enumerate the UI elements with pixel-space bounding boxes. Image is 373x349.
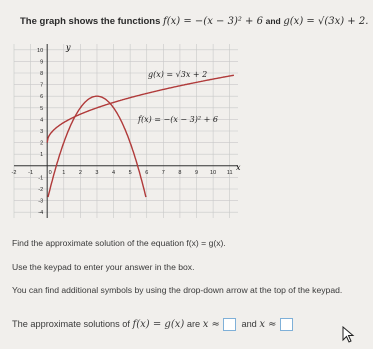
curves (47, 75, 234, 197)
x-tick-label: -1 (28, 169, 34, 176)
y-tick-label: 1 (40, 152, 44, 159)
x-tick-label: 1 (62, 169, 66, 176)
f-curve-label: f(x) = −(x − 3)² + 6 (138, 115, 218, 124)
x-tick-label: 8 (178, 169, 182, 176)
instruction-find: Find the approximate solution of the equation f(x) = g(x). (12, 238, 226, 248)
answer-prefix: The approximate solutions of (12, 318, 130, 329)
y-tick-label: -4 (38, 210, 44, 217)
answer-input-2[interactable] (280, 318, 293, 331)
mouse-cursor-icon (342, 326, 356, 344)
x-tick-label: 3 (95, 169, 99, 176)
intro-and: and (265, 16, 281, 26)
x-tick-label: 10 (210, 169, 217, 176)
x-tick-label: 6 (145, 169, 149, 176)
y-tick-label: -2 (38, 187, 44, 193)
x-tick-label: 4 (112, 169, 116, 176)
answer-input-1[interactable] (223, 318, 236, 331)
y-tick-label: 4 (40, 117, 44, 124)
x-tick-label: 9 (194, 169, 199, 176)
instruction-keypad: Use the keypad to enter your answer in the box. (12, 262, 195, 272)
y-tick-label: -3 (38, 198, 44, 205)
y-tick-label: 5 (40, 105, 44, 112)
y-tick-label: 3 (40, 129, 44, 135)
answer-and: and (241, 318, 257, 329)
y-tick-label: 7 (40, 82, 44, 89)
x-tick-label: 5 (128, 169, 132, 176)
y-tick-label: 9 (40, 59, 44, 66)
y-axis-label: y (66, 43, 71, 52)
answer-x1-label: x ≈ (202, 318, 220, 330)
y-tick-label: 8 (40, 71, 44, 77)
problem-intro (20, 16, 368, 27)
answer-equation: f(x) = g(x) (132, 318, 185, 330)
x-tick-label: -2 (11, 169, 17, 176)
x-tick-label: 2 (78, 169, 82, 176)
answer-line (12, 318, 296, 331)
instruction-symbols: You can find additional symbols by using the drop-down arrow at the top of the keypad. (12, 285, 343, 295)
y-tick-label: 2 (40, 140, 44, 147)
x-tick-label: 7 (161, 169, 165, 176)
f-expression: f(x) = −(x − 3)² + 6 (163, 16, 263, 27)
function-graph (0, 32, 250, 222)
g-curve-label: g(x) = √3x + 2 (148, 70, 208, 79)
y-tick-label: 6 (40, 94, 44, 101)
x-axis-label: x (236, 163, 241, 172)
g-curve (47, 75, 234, 142)
intro-text: The graph shows the functions (20, 16, 161, 27)
x-tick-label: 11 (226, 169, 233, 176)
answer-are: are (186, 318, 201, 329)
y-tick-label: -1 (38, 175, 44, 182)
g-expression: g(x) = √(3x) + 2. (283, 16, 369, 27)
answer-x2-label: x ≈ (259, 318, 277, 330)
y-tick-label: 10 (37, 47, 44, 54)
x-tick-label: 0 (48, 169, 52, 176)
